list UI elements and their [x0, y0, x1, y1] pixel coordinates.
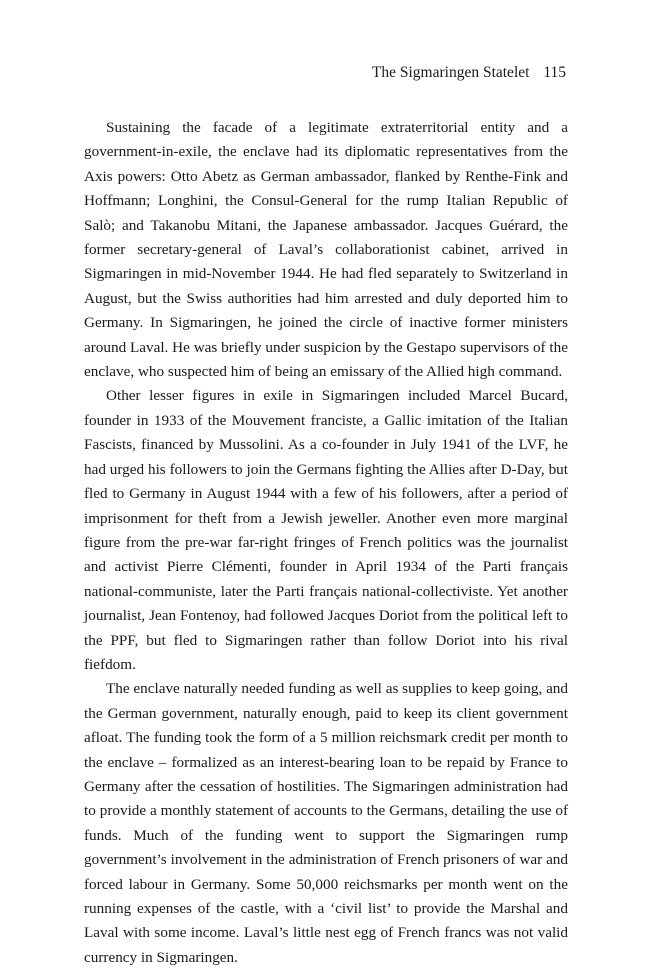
- running-header: [372, 64, 566, 82]
- running-title: The Sigmaringen Statelet: [371, 64, 530, 81]
- paragraph: The enclave naturally needed funding as well as supplies to keep going, and the German government, naturally enough, paid to keep its client government afloat. The funding took the form of a 5 million reichsmark credit per month to the enclave – formalized as an interest-bearing loan to be repaid by France to Germany after the cessation of hostilities. The Sigmaringen administration had to provide a monthly statement of accounts to the Germans, detailing the use of funds. Much of the funding went to support the Sigmaringen rump government’s involvement in the administration of French prisoners of war and forced labour in Germany. Some 50,000 reichsmarks per month went on the running expenses of the castle, with a ‘civil list’ to provide the Marshal and Laval with some income. Laval’s little nest egg of French francs was not valid currency in Sigmaringen.: [84, 680, 568, 966]
- page-number: 115: [543, 64, 566, 81]
- paragraph: Other lesser figures in exile in Sigmaringen included Marcel Bucard, founder in 1933 of the Mouvement franciste, a Gallic imitation of the Italian Fascists, financed by Mussolini. As a co-founder in July 1941 of the LVF, he had urged his followers to join the Germans fighting the Allies after D-Day, but fled to Germany in August 1944 with a few of his followers, after a period of imprisonment for theft from a Jewish jeweller. Another even more marginal figure from the pre-war far-right fringes of French politics was the journalist and activist Pierre Clémenti, founder in April 1934 of the Parti français national-communiste, later the Parti français national-collectiviste. Yet another journalist, Jean Fontenoy, had followed Jacques Doriot from the political left to the PPF, but fled to Sigmaringen rather than follow Doriot into his rival fiefdom.: [84, 387, 568, 673]
- body-text: [84, 116, 568, 970]
- paragraph: Sustaining the facade of a legitimate extraterritorial entity and a government-in-exile, the enclave had its diplomatic representatives from the Axis powers: Otto Abetz as German ambassador, flanked by Renthe-Fink and Hoffmann; Longhini, the Consul-General for the rump Italian Republic of Salò; and Takanobu Mitani, the Japanese ambassador. Jacques Guérard, the former secretary-general of Laval’s collaborationist cabinet, arrived in Sigmaringen in mid-November 1944. He had fled separately to Switzerland in August, but the Swiss authorities had him arrested and duly deported him to Germany. In Sigmaringen, he joined the circle of inactive former ministers around Laval. He was briefly under suspicion by the Gestapo supervisors of the enclave, who suspected him of being an emissary of the Allied high command.: [84, 119, 568, 381]
